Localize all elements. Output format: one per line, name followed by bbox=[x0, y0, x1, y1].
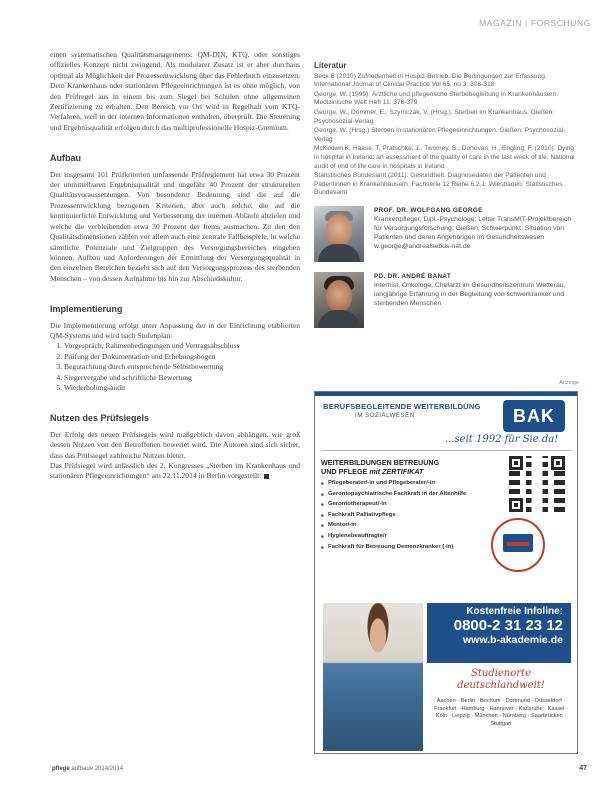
bak-advertisement[interactable] bbox=[314, 391, 578, 754]
literature-item: George, W. (Hrsg.) Sterben in stationären Pflegeeinrichtungen. Gießen: Psychosozial-Verlag bbox=[314, 127, 566, 143]
ad-subtitle: IM SOZIALWESEN bbox=[355, 413, 415, 419]
step-item: 4. Siegervergabe und schriftliche Bewertung bbox=[64, 373, 300, 383]
author-bio: Internist, Onkologe, Chefarzt im Gesundheitszentrum Wetterau, langjährige Erfahrung in der Begleitung von schwerkranker und sterbenden Menschen bbox=[374, 281, 566, 307]
course-item: ■ Fachkraft für Betreuung Demenzkranker (-in) bbox=[321, 544, 489, 552]
author-info bbox=[374, 206, 576, 251]
website-link[interactable]: www.b-akademie.de bbox=[463, 634, 563, 646]
ad-course-subheading-a: UND PFLEGE bbox=[321, 467, 368, 476]
journal-name: pflege bbox=[52, 766, 70, 772]
nutzen-paragraph-2-text: Das Prüfsiegel wird anlässlich des 2. Kongresses „Sterben im Krankenhaus und stationären Pflegeeinrichtungen“ am 22.11.2014 in Berlin vorgestellt. bbox=[50, 461, 300, 481]
nutzen-paragraph-2 bbox=[50, 461, 300, 482]
ad-top-bar bbox=[315, 392, 577, 396]
literature-item: George, W., Dommer, E., Szymczak, V. (Hrsg.): Sterben im Krankenhaus. Gießen: Psychosozial-Verlag bbox=[314, 108, 555, 125]
course-item: ■ Hygienebeauftragte/r bbox=[321, 533, 489, 541]
ad-locations-tagline: Studienorte deutschlandweit! bbox=[457, 668, 545, 691]
page-number: 47 bbox=[579, 765, 587, 772]
ad-title: BERUFSBEGLEITENDE WEITERBILDUNG bbox=[323, 402, 481, 411]
hotline-box[interactable] bbox=[427, 603, 571, 663]
qr-code-icon[interactable] bbox=[509, 456, 565, 512]
literature-item: McKeown K, Haase, T, Pratschke, J., Twomey, S., Donovan, H., Engling, F. (2010): Dying in hospital in Ireland: an assessment of the quality of care in the last week of life. National audit of end of life care in hospitals in Ireland bbox=[314, 145, 575, 170]
course-item: ■ Fachkraft Palliativpflege bbox=[321, 512, 489, 520]
course-item: ■ Mentor/-in bbox=[321, 522, 489, 530]
right-column bbox=[314, 62, 576, 330]
author-email: w.george@andrealsebus-net.de bbox=[374, 242, 471, 250]
literature-heading: Literatur bbox=[314, 61, 347, 70]
section-label: MAGAZIN bbox=[479, 18, 522, 28]
hotline-label: Kostenfreie Infoline: bbox=[466, 606, 563, 617]
left-column bbox=[50, 50, 300, 482]
ad-cities-list: Aachen · Berlin · Bochum · Dortmund · Düsseldorf · Frankfurt · Hamburg · Hannover · Karlsruhe · Kassel · Köln · Leipzig · München · Nürnberg · Saarbrücken · Stuttgart bbox=[434, 698, 568, 727]
course-item: ■ Gerontotherapeut/-in bbox=[321, 501, 489, 509]
author-banat bbox=[314, 272, 576, 330]
footer-journal bbox=[52, 766, 123, 772]
aufbau-paragraph: Der insgesamt 101 Prüfkriterien umfassende Prüfreglement hat etwa 30 Prozent der unmittelbaren Ergebnisqualität und ungefähr 40 Prozent der strukturellen Qualitätsvoraussetzungen. Von besonderer Bedeutung sind die auf die Prozessentwicklung bezogenen Kriterien, aber auch solche, die auf die kontinuierliche Entwicklung und Verbesserung der internen Abläufe abzielen und welche die verbleibenden etwa 30 Prozent der Items ausmachen. Zu den den Qualitätsdimensionen zählen vor allem auch eine zentrale Fallbeispiele, in welche sämtliche Potenziale und Zielgruppen des Versorgungsbereiches eingeben können. Aufbau und Anforderungen der Ermittlung der Versorgungsqualität in den einzelnen Bereichen bezieht sich auf den Versorgungsprozess des sterbenden Menschen – von dessen Aufnahme bis hin zur Abschiedskultur. bbox=[50, 169, 300, 283]
certification-seal-icon bbox=[491, 518, 545, 572]
step-item: 3. Begutachtung durch entsprechende Selbstbewertung bbox=[64, 362, 300, 372]
section-header: MAGAZIN | FORSCHUNG bbox=[479, 18, 591, 28]
author-photo bbox=[314, 272, 364, 328]
step-item: 5. Wiederholungsaudit bbox=[64, 383, 300, 393]
ad-label: Anzeige bbox=[559, 380, 579, 386]
literature-item: Beck B (2010) Zufriedenheit in Hospiz-Betrieb. Die Bedingungen zur Erfassung. International Journal of Clinical Practice Vol 65, no 3: 306-318 bbox=[314, 72, 547, 89]
end-mark-icon bbox=[264, 474, 269, 479]
implementation-steps bbox=[50, 341, 300, 393]
nutzen-heading: Nutzen des Prüfsiegels bbox=[50, 413, 150, 424]
course-item: ■ Gerontopsychiatrische Fachkraft in der Altenhilfe bbox=[321, 491, 489, 499]
literature-item: Statistisches Bundesamt (2011): Gesundheit. Diagnosedaten der Patienten und Patientinnen in Krankenhäusern. Fachserie 12 Reihe 6.2.1. Wiesbaden: Statistisches Bundesamt bbox=[314, 172, 563, 197]
author-bio: Krankenpfleger, Dipl.-Psychologe; Leiter TransMIT-Projektbereich für Versorgungsforschung, Gießen; Schwerpunkt: Situation von Patienten und deren Angehörigen im Gesundheitswesen bbox=[374, 215, 572, 241]
author-info bbox=[374, 272, 576, 308]
implementierung-intro: Die Implementierung erfolgt unter Anpassung der in der Einrichtung etablierten QM-Systems und wird nach Stufenplan: bbox=[50, 320, 300, 340]
author-name: PD. DR. ANDRÉ BANAT bbox=[374, 272, 452, 280]
ad-course-subheading-b: mit ZERTIFIKAT bbox=[369, 467, 424, 476]
ad-course-subheading bbox=[321, 467, 423, 476]
nutzen-paragraph-1: Der Erfolg des neuen Prüfsiegels wird maßgeblich davon abhängen, wie groß dessen Nutzen von den Betroffenen bewertet wird. Die Autoren sind sich sicher, dass das Prüfsiegel zahlreiche Nutzen bietet. bbox=[50, 429, 300, 460]
author-george bbox=[314, 206, 576, 264]
ad-course-heading: WEITERBILDUNGEN BETREUUNG bbox=[321, 458, 440, 467]
journal-issue: aufbaue 2014/2014 bbox=[71, 766, 124, 772]
implementierung-heading: Implementierung bbox=[50, 304, 123, 315]
intro-paragraph: einen systematischen Qualitätsmanagements: QM-DIN, KTQ, oder sonstiges offizielles Konzept nicht zwingend. Als modularer Zusatz ist er aber durchaus optimal als Möglichkeit der Prozessentwicklung über das Fehlerbuch einzusetzen. Dem Krankenhaus oder stationären Pflegeeinrichtungen ist es ohne möglich, von den Prüfregel aus in einem bis zum Siegel bei Schulen ohne allgemeinen Zertifizierung zu erhalten. Den Bereich vor Ort wird in Regelhaft vom KTQ-Verfahren, weil in der internen Informationen enthalten, überprüft. Die Steuerung und Ergebnisqualität erfolgen durch das multiprofessionelle Hospiz-Gremium. bbox=[50, 50, 300, 132]
ad-divider bbox=[321, 450, 571, 451]
author-name: PROF. DR. WOLFGANG GEORGE bbox=[374, 206, 483, 214]
bak-logo: BAK bbox=[503, 400, 565, 432]
step-item: 1. Vorgespräch, Rahmenbedingungen und Vertragsabschluss bbox=[64, 341, 300, 351]
author-photo bbox=[314, 206, 364, 262]
course-list bbox=[321, 480, 489, 554]
literature-item: George, W. (1999): Ärztliche und pflegerische Sterbebegleitung in Krankenhäusern. Medizinische Welt Heft 11: 376-379 bbox=[314, 90, 559, 107]
course-item: ■ Pflegeberater/-in und Pflegeberater/-in bbox=[321, 480, 489, 488]
aufbau-heading: Aufbau bbox=[50, 153, 81, 164]
category-label: FORSCHUNG bbox=[530, 18, 591, 28]
step-item: 2. Prüfung der Dokumentation und Erhebungsbogen bbox=[64, 352, 300, 362]
student-photo bbox=[323, 603, 423, 751]
hotline-number[interactable]: 0800-2 31 23 12 bbox=[453, 617, 563, 634]
ad-tagline: ...seit 1992 für Sie da! bbox=[445, 434, 559, 445]
